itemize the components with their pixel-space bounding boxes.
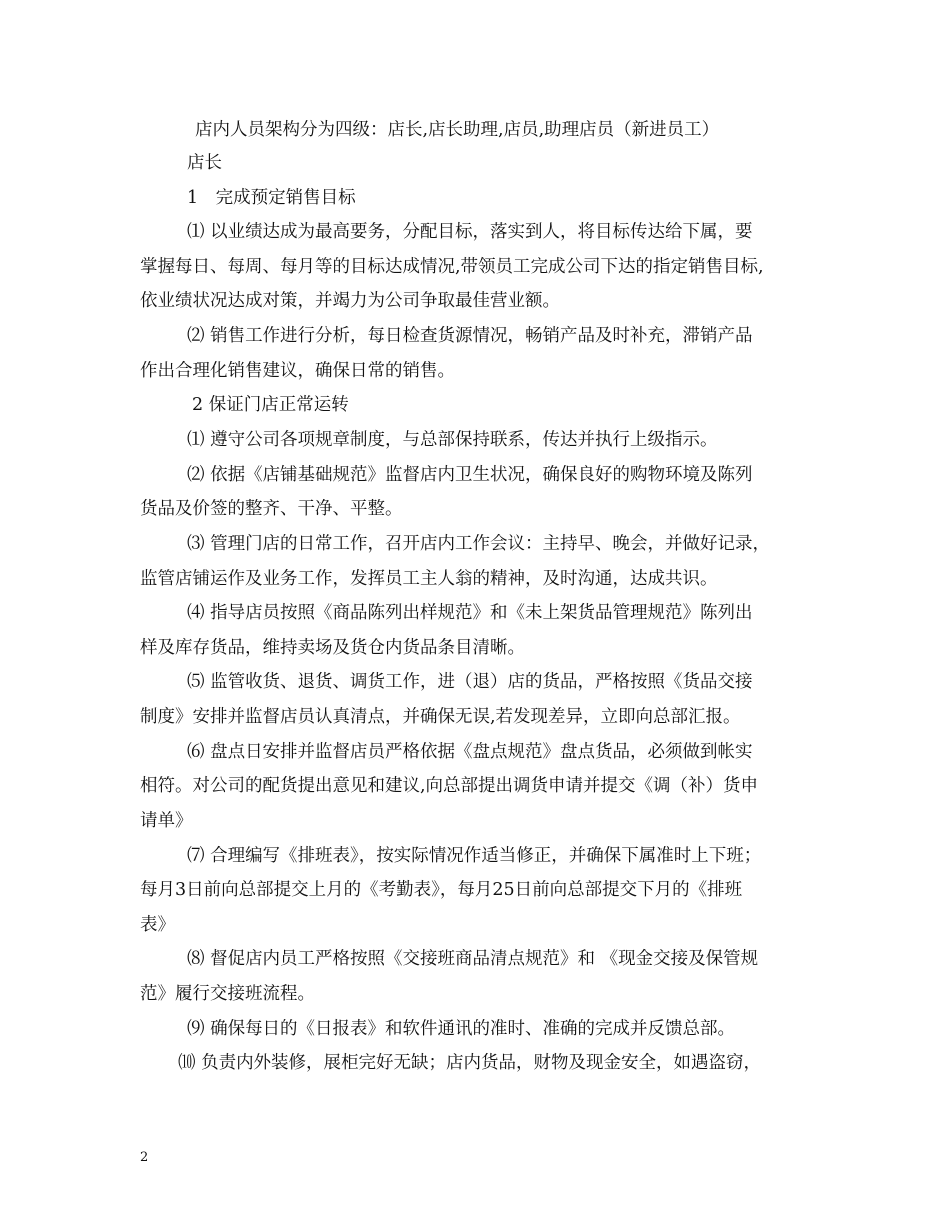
- paragraph-line: 请单》: [140, 811, 193, 831]
- paragraph-line: 掌握每日、每周、每月等的目标达成情况,带领员工完成公司下达的指定销售目标,: [140, 257, 764, 277]
- section-heading: 店长: [187, 153, 222, 173]
- paragraph-line: 表》: [140, 915, 175, 935]
- paragraph-line: 每月3日前向总部提交上月的《考勤表》，每月25日前向总部提交下月的《排班: [140, 880, 743, 900]
- paragraph-line: 制度》安排并监督店员认真清点，并确保无误,若发现差异，立即向总部汇报。: [140, 707, 741, 727]
- paragraph-line: ⑶ 管理门店的日常工作，召开店内工作会议：主持早、晚会，并做好记录，: [187, 534, 771, 554]
- paragraph-line: ⑴ 遵守公司各项规章制度，与总部保持联系，传达并执行上级指示。: [187, 430, 718, 450]
- subsection-heading: 1 完成预定销售目标: [187, 188, 356, 208]
- paragraph-line: 相符。对公司的配货提出意见和建议,向总部提出调货申请并提交《调（补）货申: [140, 776, 759, 796]
- paragraph-line: ⑵ 依据《店铺基础规范》监督店内卫生状况，确保良好的购物环境及陈列: [187, 465, 753, 485]
- paragraph-line: ⑷ 指导店员按照《商品陈列出样规范》和《未上架货品管理规范》陈列出: [187, 603, 753, 623]
- paragraph-line: ⑹ 盘点日安排并监督店员严格依据《盘点规范》盘点货品，必须做到帐实: [187, 742, 753, 762]
- paragraph-line: ⑺ 合理编写《排班表》，按实际情况作适当修正，并确保下属准时上下班；: [187, 846, 762, 866]
- paragraph-line: ⑽ 负责内外装修，展柜完好无缺；店内货品，财物及现金安全，如遇盗窃，: [178, 1053, 762, 1073]
- intro-line: 店内人员架构分为四级：店长,店长助理,店员,助理店员（新进员工）: [195, 120, 720, 140]
- subsection-heading: 2 保证门店正常运转: [192, 395, 349, 415]
- paragraph-line: 货品及价签的整齐、干净、平整。: [140, 499, 403, 519]
- paragraph-line: ⑸ 监管收货、退货、调货工作，进（退）店的货品，严格按照《货品交接: [187, 672, 753, 692]
- paragraph-line: 范》履行交接班流程。: [140, 984, 315, 1004]
- paragraph-line: 监管店铺运作及业务工作，发挥员工主人翁的精神，及时沟通，达成共识。: [140, 569, 718, 589]
- paragraph-line: ⑻ 督促店内员工严格按照《交接班商品清点规范》和 《现金交接及保管规: [187, 949, 759, 969]
- paragraph-line: 样及库存货品，维持卖场及货仓内货品条目清晰。: [140, 638, 525, 658]
- page-number: 2: [140, 1150, 149, 1165]
- paragraph-line: ⑵ 销售工作进行分析，每日检查货源情况，畅销产品及时补充，滞销产品: [187, 326, 753, 346]
- paragraph-line: 作出合理化销售建议，确保日常的销售。: [140, 361, 455, 381]
- paragraph-line: ⑼ 确保每日的《日报表》和软件通讯的准时、准确的完成并反馈总部。: [187, 1019, 736, 1039]
- paragraph-line: ⑴ 以业绩达成为最高要务，分配目标，落实到人，将目标传达给下属，要: [187, 222, 753, 242]
- paragraph-line: 依业绩状况达成对策，并竭力为公司争取最佳营业额。: [140, 291, 560, 311]
